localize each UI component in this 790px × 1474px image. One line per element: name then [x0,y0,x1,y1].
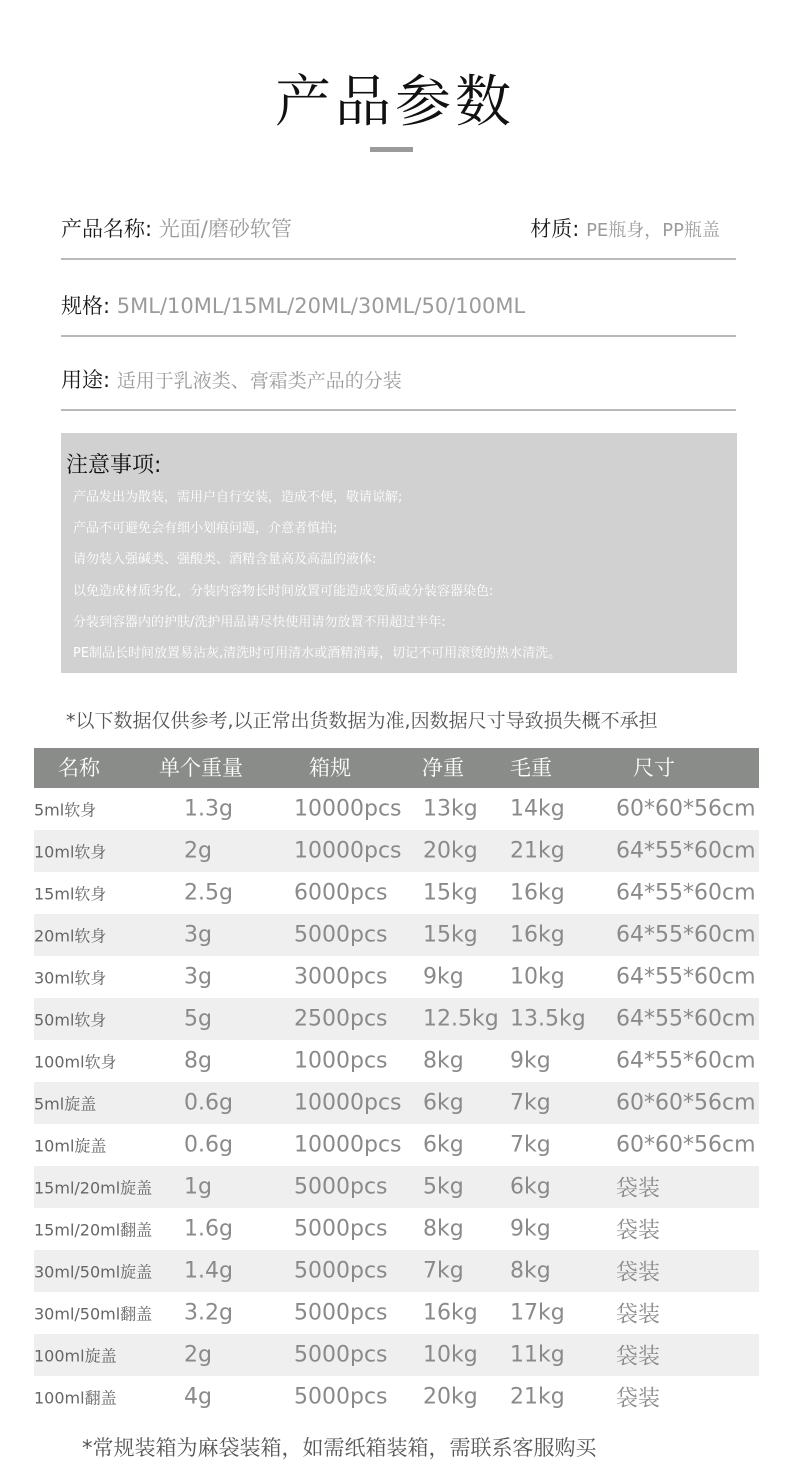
table-body [34,788,759,1418]
cell-unit-weight: 2.5g [184,880,233,906]
cell-gross-weight: 21kg [510,838,565,864]
notice-item: 请勿装入强碱类、强酸类、酒精含量高及高温的液体: [73,552,377,567]
cell-net-weight: 13kg [423,796,478,822]
cell-size: 64*55*60cm [616,880,756,906]
cell-gross-weight: 6kg [510,1174,551,1200]
cell-carton-spec: 5000pcs [294,1258,388,1284]
cell-net-weight: 15kg [423,922,478,948]
cell-size: 60*60*56cm [616,1132,756,1158]
cell-unit-weight: 1.3g [184,796,233,822]
cell-gross-weight: 9kg [510,1048,551,1074]
cell-size: 袋装 [616,1176,661,1202]
cell-unit-weight: 0.6g [184,1132,233,1158]
cell-unit-weight: 4g [184,1384,212,1410]
cell-unit-weight: 1.4g [184,1258,233,1284]
table-row [34,1040,759,1082]
cell-name: 5ml软身 [34,800,97,820]
cell-net-weight: 20kg [423,1384,478,1410]
cell-name: 30ml软身 [34,968,107,988]
cell-gross-weight: 13.5kg [510,1006,586,1032]
cell-unit-weight: 3.2g [184,1300,233,1326]
cell-size: 袋装 [616,1218,661,1244]
cell-name: 100ml软身 [34,1052,117,1072]
cell-size: 袋装 [616,1386,661,1412]
table-row [34,1124,759,1166]
cell-name: 10ml软身 [34,842,107,862]
cell-unit-weight: 3g [184,964,212,990]
table-row [34,1250,759,1292]
cell-size: 64*55*60cm [616,1048,756,1074]
notice-item: 产品不可避免会有细小划痕问题，介意者慎拍; [73,521,338,536]
cell-size: 64*55*60cm [616,964,756,990]
cell-carton-spec: 5000pcs [294,1174,388,1200]
table-row [34,914,759,956]
product-name-label: 产品名称: [61,217,153,241]
header-gross-weight: 毛重 [510,756,552,780]
table-row [34,956,759,998]
spec-row-use [61,366,736,411]
cell-size: 60*60*56cm [616,1090,756,1116]
table-row [34,1082,759,1124]
notice-item: 产品发出为散装，需用户自行安装，造成不便，敬请谅解; [73,490,403,505]
cell-size: 60*60*56cm [616,796,756,822]
cell-carton-spec: 10000pcs [294,1132,402,1158]
cell-net-weight: 16kg [423,1300,478,1326]
packaging-note: *常规装箱为麻袋装箱，如需纸箱装箱，需联系客服购买 [82,1436,597,1460]
cell-unit-weight: 3g [184,922,212,948]
cell-net-weight: 12.5kg [423,1006,499,1032]
cell-name: 50ml软身 [34,1010,107,1030]
notice-item: 以免造成材质劣化，分装内容物长时间放置可能造成变质或分装容器染色: [73,584,494,599]
header-name: 名称 [58,756,100,780]
cell-carton-spec: 10000pcs [294,838,402,864]
cell-unit-weight: 2g [184,838,212,864]
title-underline [370,147,413,152]
cell-gross-weight: 7kg [510,1132,551,1158]
cell-carton-spec: 5000pcs [294,1300,388,1326]
cell-name: 15ml/20ml翻盖 [34,1220,153,1240]
cell-name: 15ml/20ml旋盖 [34,1178,153,1198]
cell-gross-weight: 8kg [510,1258,551,1284]
cell-unit-weight: 0.6g [184,1090,233,1116]
table-row [34,788,759,830]
notice-item: 分装到容器内的护肤/洗护用品请尽快使用请勿放置不用超过半年: [73,615,446,630]
cell-net-weight: 20kg [423,838,478,864]
product-name-value: 光面/磨砂软管 [158,217,292,241]
spec-label: 规格: [61,294,111,318]
cell-unit-weight: 8g [184,1048,212,1074]
cell-net-weight: 10kg [423,1342,478,1368]
cell-unit-weight: 2g [184,1342,212,1368]
cell-name: 100ml翻盖 [34,1388,117,1408]
table-row [34,1208,759,1250]
notice-item: PE制品长时间放置易沾灰,清洗时可用清水或酒精消毒，切记不可用滚烫的热水清洗。 [73,646,562,661]
table-row [34,998,759,1040]
cell-unit-weight: 1.6g [184,1216,233,1242]
cell-net-weight: 6kg [423,1132,464,1158]
cell-net-weight: 5kg [423,1174,464,1200]
material-value: PE瓶身，PP瓶盖 [586,220,720,241]
cell-carton-spec: 10000pcs [294,1090,402,1116]
cell-carton-spec: 5000pcs [294,1342,388,1368]
use-value: 适用于乳液类、膏霜类产品的分装 [116,370,402,392]
material-group [530,215,720,245]
cell-carton-spec: 6000pcs [294,880,388,906]
spec-row-name-material [61,215,736,260]
cell-carton-spec: 3000pcs [294,964,388,990]
spec-table [34,748,759,1418]
cell-carton-spec: 2500pcs [294,1006,388,1032]
cell-net-weight: 8kg [423,1216,464,1242]
cell-name: 30ml/50ml翻盖 [34,1304,153,1324]
page-title: 产品参数 [275,70,515,135]
notice-title: 注意事项: [66,453,162,478]
table-row [34,1376,759,1418]
spec-row-size [61,292,736,337]
header-size: 尺寸 [633,756,675,780]
table-row [34,1166,759,1208]
table-row [34,872,759,914]
cell-carton-spec: 5000pcs [294,1384,388,1410]
cell-size: 袋装 [616,1344,661,1370]
cell-net-weight: 6kg [423,1090,464,1116]
cell-size: 64*55*60cm [616,838,756,864]
header-carton-spec: 箱规 [309,756,351,780]
cell-gross-weight: 9kg [510,1216,551,1242]
cell-size: 64*55*60cm [616,922,756,948]
cell-net-weight: 9kg [423,964,464,990]
spec-value: 5ML/10ML/15ML/20ML/30ML/50/100ML [116,294,526,318]
cell-name: 15ml软身 [34,884,107,904]
table-row [34,1292,759,1334]
cell-gross-weight: 7kg [510,1090,551,1116]
cell-name: 30ml/50ml旋盖 [34,1262,153,1282]
notice-box [61,433,737,673]
cell-carton-spec: 10000pcs [294,796,402,822]
cell-name: 20ml软身 [34,926,107,946]
cell-carton-spec: 1000pcs [294,1048,388,1074]
table-row [34,830,759,872]
header-unit-weight: 单个重量 [159,756,243,780]
cell-gross-weight: 16kg [510,922,565,948]
cell-carton-spec: 5000pcs [294,1216,388,1242]
reference-disclaimer: *以下数据仅供参考,以正常出货数据为准,因数据尺寸导致损失概不承担 [66,710,658,732]
cell-unit-weight: 1g [184,1174,212,1200]
cell-size: 袋装 [616,1302,661,1328]
cell-gross-weight: 11kg [510,1342,565,1368]
cell-size: 64*55*60cm [616,1006,756,1032]
table-header [34,748,759,788]
cell-name: 10ml旋盖 [34,1136,107,1156]
cell-carton-spec: 5000pcs [294,922,388,948]
cell-size: 袋装 [616,1260,661,1286]
cell-name: 100ml旋盖 [34,1346,117,1366]
cell-gross-weight: 21kg [510,1384,565,1410]
table-row [34,1334,759,1376]
cell-unit-weight: 5g [184,1006,212,1032]
material-label: 材质: [530,217,580,241]
cell-net-weight: 7kg [423,1258,464,1284]
cell-net-weight: 8kg [423,1048,464,1074]
use-label: 用途: [61,368,111,392]
cell-gross-weight: 17kg [510,1300,565,1326]
cell-name: 5ml旋盖 [34,1094,97,1114]
cell-gross-weight: 14kg [510,796,565,822]
cell-gross-weight: 16kg [510,880,565,906]
cell-net-weight: 15kg [423,880,478,906]
cell-gross-weight: 10kg [510,964,565,990]
header-net-weight: 净重 [422,756,464,780]
